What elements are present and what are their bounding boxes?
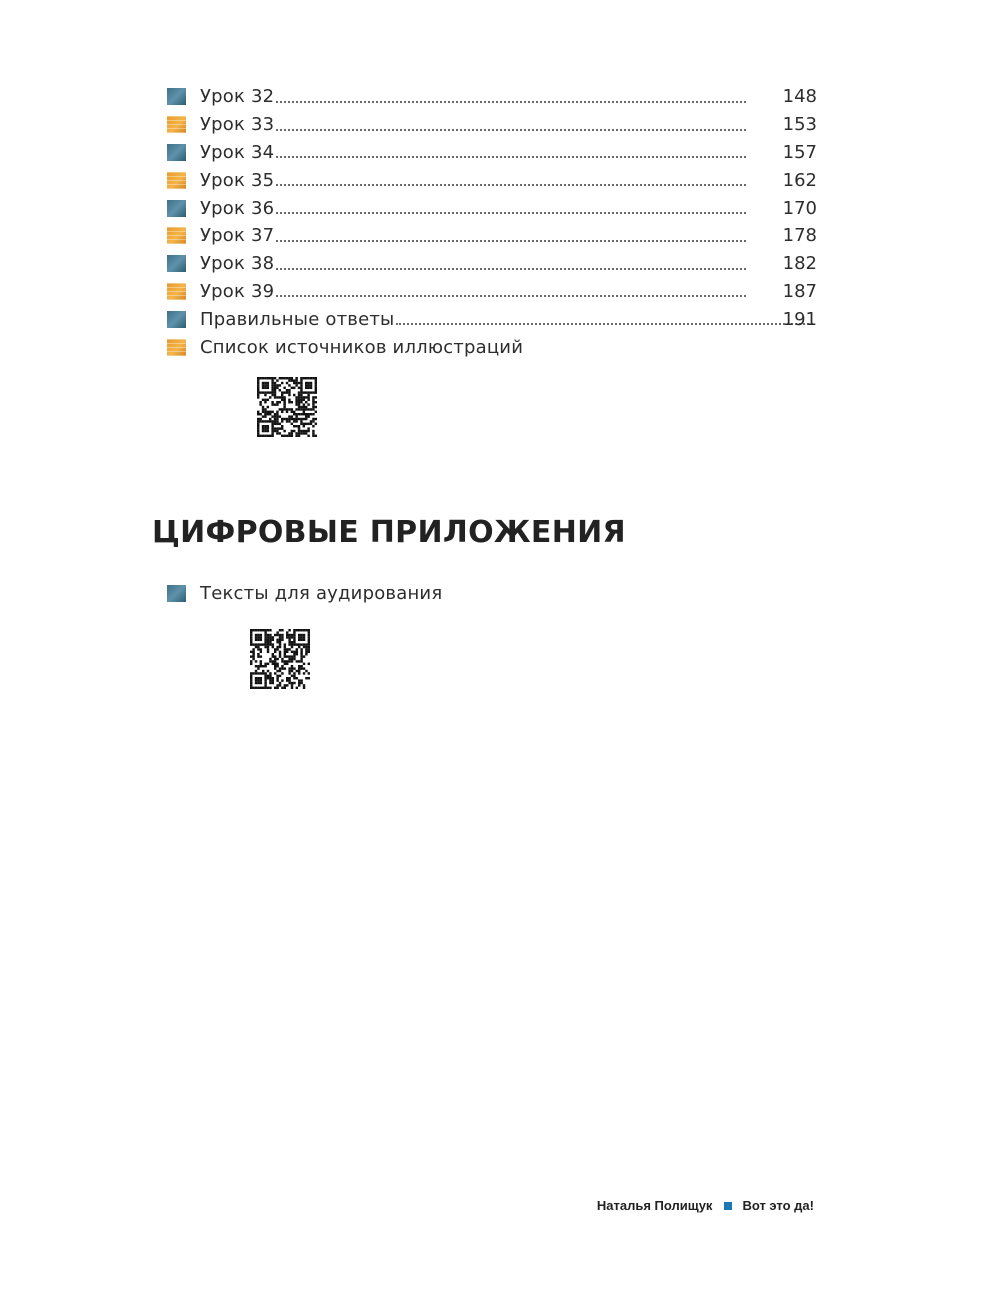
orange-square-marker-icon <box>167 172 186 189</box>
toc-entry-label: Урок 35 <box>200 169 275 191</box>
table-of-contents <box>167 83 817 361</box>
toc-entry-label: Правильные ответы <box>200 308 395 330</box>
dot-leader <box>276 281 746 297</box>
dot-leader <box>276 142 746 158</box>
toc-entry[interactable] <box>167 139 817 167</box>
toc-entry[interactable] <box>167 278 817 306</box>
dot-leader <box>276 198 746 214</box>
blue-square-icon <box>724 1202 732 1210</box>
toc-entry-label: Урок 32 <box>200 86 275 108</box>
toc-page-number: 182 <box>782 253 817 275</box>
toc-entry[interactable] <box>167 194 817 222</box>
toc-entry-label: Урок 38 <box>200 253 275 275</box>
toc-entry-label: Урок 37 <box>200 225 275 247</box>
dot-leader <box>276 87 746 103</box>
toc-entry[interactable] <box>167 111 817 139</box>
orange-square-marker-icon <box>167 227 186 244</box>
dot-leader <box>276 170 746 186</box>
toc-entry[interactable] <box>167 222 817 250</box>
toc-page-number: 178 <box>782 225 817 247</box>
dot-leader <box>276 115 746 131</box>
orange-square-marker-icon <box>167 339 186 356</box>
toc-entry-label: Список источников иллюстраций <box>200 336 524 358</box>
blue-square-marker-icon <box>167 200 186 217</box>
orange-square-marker-icon <box>167 283 186 300</box>
toc-page-number: 162 <box>782 169 817 191</box>
toc-page-number: 191 <box>782 308 817 330</box>
toc-entry-label: Урок 33 <box>200 114 275 136</box>
footer-author: Наталья Полищук <box>596 1198 713 1213</box>
toc-entry[interactable] <box>167 305 817 333</box>
blue-square-marker-icon <box>167 585 186 602</box>
blue-square-marker-icon <box>167 255 186 272</box>
dot-leader <box>276 226 746 242</box>
toc-entry-label: Урок 34 <box>200 141 275 163</box>
toc-page-number: 157 <box>782 141 817 163</box>
qr-code-icon[interactable] <box>257 377 317 437</box>
qr-code-icon[interactable] <box>250 629 310 689</box>
toc-entry-label: Урок 36 <box>200 197 275 219</box>
digital-item-label: Тексты для аудирования <box>200 583 443 604</box>
section-title: ЦИФРОВЫЕ ПРИЛОЖЕНИЯ <box>152 515 626 550</box>
toc-page-number: 153 <box>782 114 817 136</box>
blue-square-marker-icon <box>167 88 186 105</box>
page-footer <box>597 1198 814 1213</box>
toc-page-number: 148 <box>782 86 817 108</box>
toc-entry[interactable] <box>167 83 817 111</box>
blue-square-marker-icon <box>167 144 186 161</box>
digital-item[interactable] <box>167 583 442 604</box>
toc-page-number: 187 <box>782 280 817 302</box>
dot-leader <box>396 309 813 325</box>
orange-square-marker-icon <box>167 116 186 133</box>
toc-entry-label: Урок 39 <box>200 280 275 302</box>
toc-entry[interactable] <box>167 250 817 278</box>
toc-entry[interactable] <box>167 333 817 361</box>
dot-leader <box>276 254 746 270</box>
toc-page-number: 170 <box>782 197 817 219</box>
footer-book-title: Вот это да! <box>742 1198 814 1213</box>
blue-square-marker-icon <box>167 311 186 328</box>
toc-entry[interactable] <box>167 166 817 194</box>
